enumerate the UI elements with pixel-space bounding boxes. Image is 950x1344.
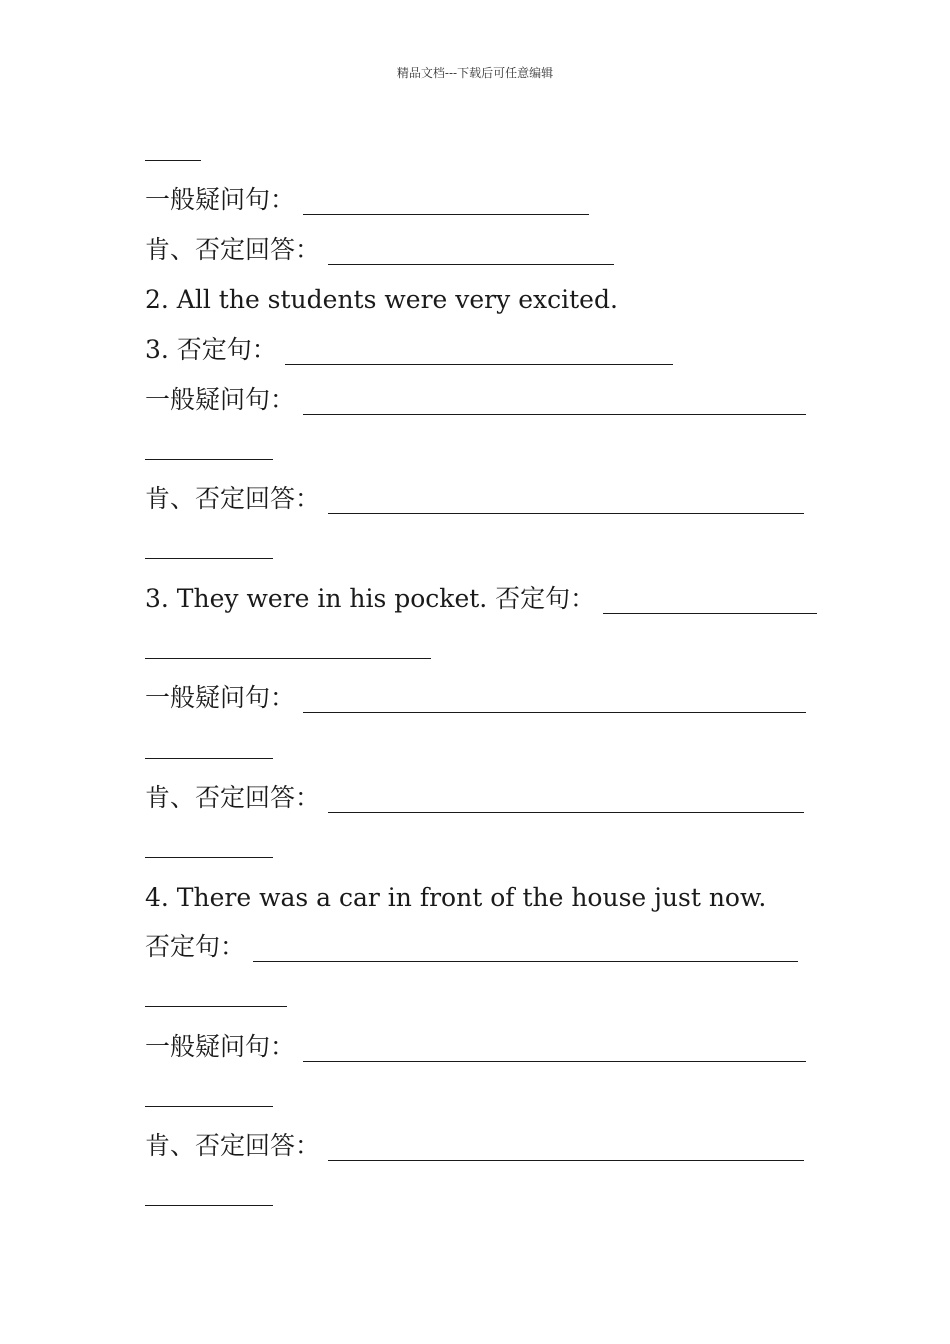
- sentence-2: 2. All the students were very excited.: [145, 285, 618, 314]
- question-label: 一般疑问句：: [145, 385, 296, 414]
- answer-blank[interactable]: [145, 658, 431, 659]
- question-label: 一般疑问句：: [145, 683, 296, 712]
- question-line: [145, 682, 806, 714]
- question-label: 一般疑问句：: [145, 1032, 296, 1061]
- answer-blank[interactable]: [253, 931, 798, 962]
- answer-blank[interactable]: [145, 459, 273, 460]
- answers-label: 肯、否定回答：: [145, 1131, 321, 1160]
- answer-blank[interactable]: [328, 483, 804, 514]
- answers-label: 肯、否定回答：: [145, 235, 321, 264]
- answer-blank[interactable]: [328, 782, 804, 813]
- answer-blank[interactable]: [303, 184, 589, 215]
- answers-label: 肯、否定回答：: [145, 783, 321, 812]
- answers-label: 肯、否定回答：: [145, 484, 321, 513]
- answers-line: [145, 483, 804, 515]
- negative-label: 3. 否定句：: [145, 335, 277, 364]
- answer-blank[interactable]: [145, 1205, 273, 1206]
- question-line: [145, 384, 806, 416]
- sentence-3: [145, 583, 817, 615]
- sentence-4: 4. There was a car in front of the house just now.: [145, 883, 767, 912]
- answer-blank[interactable]: [285, 334, 673, 365]
- question-line: [145, 184, 589, 216]
- answers-line: [145, 782, 804, 814]
- question-label: 一般疑问句：: [145, 185, 296, 214]
- answer-blank[interactable]: [603, 583, 817, 614]
- answers-line: [145, 1130, 804, 1162]
- answer-blank[interactable]: [145, 1006, 287, 1007]
- question-line: [145, 1031, 806, 1063]
- answers-line: [145, 234, 614, 266]
- answer-blank[interactable]: [145, 758, 273, 759]
- answer-blank[interactable]: [303, 1031, 806, 1062]
- page-header: 精品文档---下载后可任意编辑: [396, 66, 554, 80]
- sentence-3-text: 3. They were in his pocket. 否定句：: [145, 584, 596, 613]
- negative-line: [145, 931, 798, 963]
- answer-blank[interactable]: [145, 1106, 273, 1107]
- negative-line: [145, 334, 673, 366]
- answer-blank[interactable]: [145, 857, 273, 858]
- answer-blank[interactable]: [328, 1130, 804, 1161]
- negative-label: 否定句：: [145, 932, 246, 961]
- answer-blank[interactable]: [328, 234, 614, 265]
- answer-blank[interactable]: [303, 384, 806, 415]
- answer-blank[interactable]: [145, 558, 273, 559]
- answer-blank[interactable]: [303, 682, 806, 713]
- answer-blank[interactable]: [145, 160, 201, 161]
